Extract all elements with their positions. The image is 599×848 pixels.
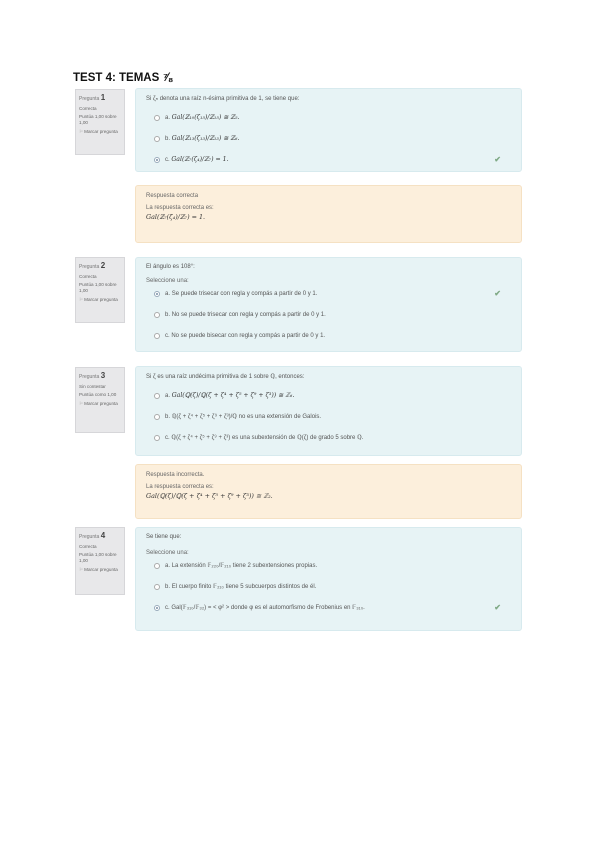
question-info [75, 367, 125, 433]
question-prompt: Si ζₙ denota una raíz n-ésima primitiva de 1, se tiene que: [146, 96, 300, 102]
answer-option[interactable]: b. El cuerpo finito 𝔽₂₁₀ tiene 5 subcuerpos distintos de él. [154, 581, 511, 592]
question-info [75, 89, 125, 155]
flag-question-link[interactable]: ⚐Marcar pregunta [79, 297, 118, 303]
question-score: Puntúa 1,00 sobre 1,00 [79, 281, 117, 294]
feedback-box [135, 185, 522, 243]
flag-icon: ⚐ [79, 567, 84, 573]
flag-question-link[interactable]: ⚐Marcar pregunta [79, 129, 118, 135]
feedback-answer: Gal(ℤ₇(ζ₄)/ℤ₇) = 1. [146, 213, 206, 221]
select-one-label: Seleccione una: [146, 550, 189, 556]
answer-option[interactable]: b. Gal(ℤ₁₃(ζ₁₃)/ℤ₁₃) ≅ ℤ₆. [154, 133, 511, 144]
flag-question-link[interactable]: ⚐Marcar pregunta [79, 567, 118, 573]
feedback-box [135, 464, 522, 519]
radio-button[interactable] [154, 115, 160, 121]
answer-option[interactable]: c. Gal(ℤ₇(ζ₄)/ℤ₇) = 1. ✔ [154, 154, 511, 165]
question-prompt: El ángulo es 108°: [146, 264, 195, 270]
flag-icon: ⚐ [79, 401, 84, 407]
question-number: Pregunta 3 [79, 371, 106, 380]
question-score: Puntúa 1,00 sobre 1,00 [79, 551, 117, 564]
radio-button-selected[interactable] [154, 157, 160, 163]
radio-button[interactable] [154, 393, 160, 399]
question-content [135, 366, 522, 456]
feedback-answer-label: La respuesta correcta es: [146, 484, 214, 490]
feedback-answer-label: La respuesta correcta es: [146, 205, 214, 211]
answer-option[interactable]: b. ℚ(ζ + ζ⁴ + ζ⁵ + ζ⁹ + ζ³)/ℚ no es una extensión de Galois. [154, 411, 511, 422]
radio-button[interactable] [154, 333, 160, 339]
radio-button[interactable] [154, 136, 160, 142]
flag-icon: ⚐ [79, 129, 84, 135]
question-status: Correcta [79, 543, 97, 549]
question-status: Sin contestar [79, 383, 106, 389]
question-content [135, 257, 522, 352]
answer-option[interactable]: a. La extensión 𝔽₂₂₀/𝔽₂₁₀ tiene 2 subextensiones propias. [154, 560, 511, 571]
correct-check-icon: ✔ [494, 155, 501, 164]
radio-button[interactable] [154, 563, 160, 569]
radio-button-selected[interactable] [154, 605, 160, 611]
page-title: TEST 4: TEMAS ⅞ [73, 72, 173, 84]
feedback-answer: Gal(ℚ(ζ)/ℚ(ζ + ζ⁴ + ζ⁵ + ζ⁹ + ζ³)) ≅ ℤ₂. [146, 492, 273, 500]
answer-option[interactable]: c. No se puede bisecar con regla y compás a partir de 0 y 1. [154, 330, 511, 341]
correct-check-icon: ✔ [494, 603, 501, 612]
select-one-label: Seleccione una: [146, 278, 189, 284]
question-number: Pregunta 2 [79, 261, 106, 270]
answer-option[interactable]: a. Gal(ℚ(ζ)/ℚ(ζ + ζ⁴ + ζ⁵ + ζ⁹ + ζ³)) ≅ ℤ₆. [154, 390, 511, 401]
question-prompt: Se tiene que: [146, 534, 182, 540]
question-number: Pregunta 4 [79, 531, 106, 540]
question-number: Pregunta 1 [79, 93, 106, 102]
radio-button[interactable] [154, 435, 160, 441]
answer-option[interactable]: c. Gal(𝔽₃₁₀/𝔽₃₂) = < φ² > donde φ es el automorfismo de Frobenius en 𝔽₃₁₀. ✔ [154, 602, 511, 613]
radio-button[interactable] [154, 312, 160, 318]
answer-option[interactable]: a. Gal(ℤ₁₀(ζ₁₅)/ℤ₁₅) ≅ ℤ₅. [154, 112, 511, 123]
question-info [75, 527, 125, 595]
question-score: Puntúa 1,00 sobre 1,00 [79, 113, 117, 126]
question-info [75, 257, 125, 323]
answer-option[interactable]: c. ℚ(ζ + ζ⁴ + ζ⁵ + ζ⁹ + ζ³) es una subextensión de ℚ(ζ) de grado 5 sobre ℚ. [154, 432, 511, 443]
feedback-title: Respuesta incorrecta. [146, 472, 205, 478]
answer-option[interactable]: b. No se puede trisecar con regla y compás a partir de 0 y 1. [154, 309, 511, 320]
question-score: Puntúa como 1,00 [79, 391, 117, 397]
radio-button-selected[interactable] [154, 291, 160, 297]
radio-button[interactable] [154, 584, 160, 590]
question-status: Correcta [79, 273, 97, 279]
feedback-title: Respuesta correcta [146, 193, 199, 199]
question-prompt: Si ζ es una raíz undécima primitiva de 1 sobre ℚ, entonces: [146, 374, 305, 380]
question-content [135, 88, 522, 172]
answer-option[interactable]: a. Se puede trisecar con regla y compás a partir de 0 y 1. ✔ [154, 288, 511, 299]
radio-button[interactable] [154, 414, 160, 420]
flag-question-link[interactable]: ⚐Marcar pregunta [79, 401, 118, 407]
correct-check-icon: ✔ [494, 289, 501, 298]
question-content [135, 527, 522, 631]
flag-icon: ⚐ [79, 297, 84, 303]
question-status: Correcta [79, 105, 97, 111]
